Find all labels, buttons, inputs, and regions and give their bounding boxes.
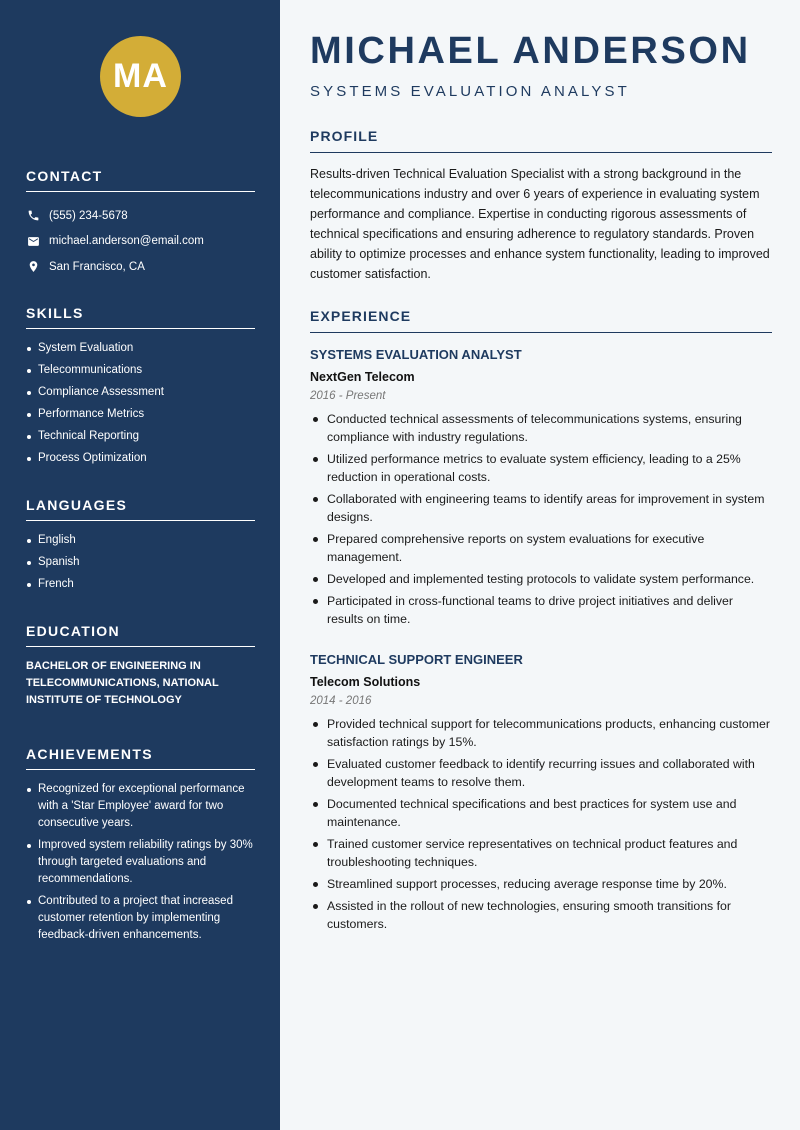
- contact-heading: CONTACT: [26, 168, 255, 192]
- map-pin-icon: [26, 260, 40, 274]
- job-bullet: Provided technical support for telecommunications products, enhancing customer satisfaction ratings by 15%.: [310, 715, 772, 751]
- education-section: [26, 623, 255, 709]
- education-degree: BACHELOR OF ENGINEERING IN TELECOMMUNICATIONS, NATIONAL INSTITUTE OF TECHNOLOGY: [26, 660, 219, 706]
- job-bullets: [310, 410, 772, 628]
- skill-item: System Evaluation: [26, 340, 255, 357]
- skill-item: Telecommunications: [26, 362, 255, 379]
- achievements-heading: ACHIEVEMENTS: [26, 746, 255, 770]
- profile-heading: PROFILE: [310, 128, 772, 153]
- languages-section: [26, 497, 255, 598]
- skill-item: Technical Reporting: [26, 428, 255, 445]
- language-item: English: [26, 532, 255, 549]
- language-item: Spanish: [26, 554, 255, 571]
- job-entry: [310, 652, 772, 937]
- job-entry: [310, 347, 772, 632]
- job-bullet: Prepared comprehensive reports on system evaluations for executive management.: [310, 530, 772, 566]
- job-bullet: Streamlined support processes, reducing average response time by 20%.: [310, 875, 772, 893]
- job-bullets: [310, 715, 772, 933]
- job-bullet: Developed and implemented testing protocols to validate system performance.: [310, 570, 772, 588]
- skill-item: Process Optimization: [26, 450, 255, 467]
- contact-location: [26, 254, 255, 280]
- contact-email: [26, 229, 255, 255]
- achievements-section: [26, 746, 255, 949]
- contact-phone: [26, 203, 255, 229]
- job-bullet: Utilized performance metrics to evaluate system efficiency, leading to a 25% reduction in operational costs.: [310, 450, 772, 486]
- avatar: MA: [100, 36, 181, 117]
- job-bullet: Conducted technical assessments of telecommunications systems, ensuring compliance with industry regulations.: [310, 410, 772, 446]
- achievements-list: [26, 781, 255, 944]
- languages-heading: LANGUAGES: [26, 497, 255, 521]
- job-dates: 2014 - 2016: [310, 695, 372, 707]
- candidate-role: SYSTEMS EVALUATION ANALYST: [310, 83, 630, 100]
- contact-section: [26, 168, 255, 280]
- job-title: TECHNICAL SUPPORT ENGINEER: [310, 652, 523, 667]
- achievement-item: Contributed to a project that increased customer retention by implementing feedback-driven enhancements.: [26, 893, 255, 944]
- phone-text[interactable]: (555) 234-5678: [49, 209, 128, 222]
- job-company: NextGen Telecom: [310, 370, 415, 384]
- skill-item: Performance Metrics: [26, 406, 255, 423]
- job-bullet: Collaborated with engineering teams to identify areas for improvement in system designs.: [310, 490, 772, 526]
- job-title: SYSTEMS EVALUATION ANALYST: [310, 347, 522, 362]
- experience-section: [310, 308, 772, 333]
- education-heading: EDUCATION: [26, 623, 255, 647]
- job-dates: 2016 - Present: [310, 390, 386, 402]
- skills-list: [26, 340, 255, 467]
- candidate-name: MICHAEL ANDERSON: [310, 30, 751, 72]
- achievement-item: Recognized for exceptional performance with a 'Star Employee' award for two consecutive years.: [26, 781, 255, 832]
- profile-summary: Results-driven Technical Evaluation Specialist with a strong background in the telecommunications industry and over 6 years of experience in evaluating system performance and compliance. Expertise in conducting rigorous assessments of technical specifications and ensuring adherence to regulatory standards. Proven ability to optimize processes and enhance system functionality, leading to improved customer satisfaction.: [310, 167, 770, 281]
- achievement-item: Improved system reliability ratings by 30% through targeted evaluations and recommendations.: [26, 837, 255, 888]
- skills-heading: SKILLS: [26, 305, 255, 329]
- language-item: French: [26, 576, 255, 593]
- job-bullet: Assisted in the rollout of new technologies, ensuring smooth transitions for customers.: [310, 897, 772, 933]
- experience-heading: EXPERIENCE: [310, 308, 772, 333]
- skill-item: Compliance Assessment: [26, 384, 255, 401]
- contact-list: [26, 203, 255, 280]
- job-bullet: Trained customer service representatives on technical product features and troubleshooting techniques.: [310, 835, 772, 871]
- location-text: San Francisco, CA: [49, 260, 145, 273]
- skills-section: [26, 305, 255, 472]
- job-bullet: Participated in cross-functional teams to drive project initiatives and deliver results on time.: [310, 592, 772, 628]
- job-company: Telecom Solutions: [310, 675, 421, 689]
- sidebar: [0, 0, 280, 1130]
- languages-list: [26, 532, 255, 593]
- phone-icon: [26, 209, 40, 223]
- email-text[interactable]: michael.anderson@email.com: [49, 235, 204, 248]
- job-bullet: Documented technical specifications and best practices for system use and maintenance.: [310, 795, 772, 831]
- profile-section: [310, 128, 772, 284]
- envelope-icon: [26, 234, 40, 248]
- job-bullet: Evaluated customer feedback to identify recurring issues and collaborated with development teams to resolve them.: [310, 755, 772, 791]
